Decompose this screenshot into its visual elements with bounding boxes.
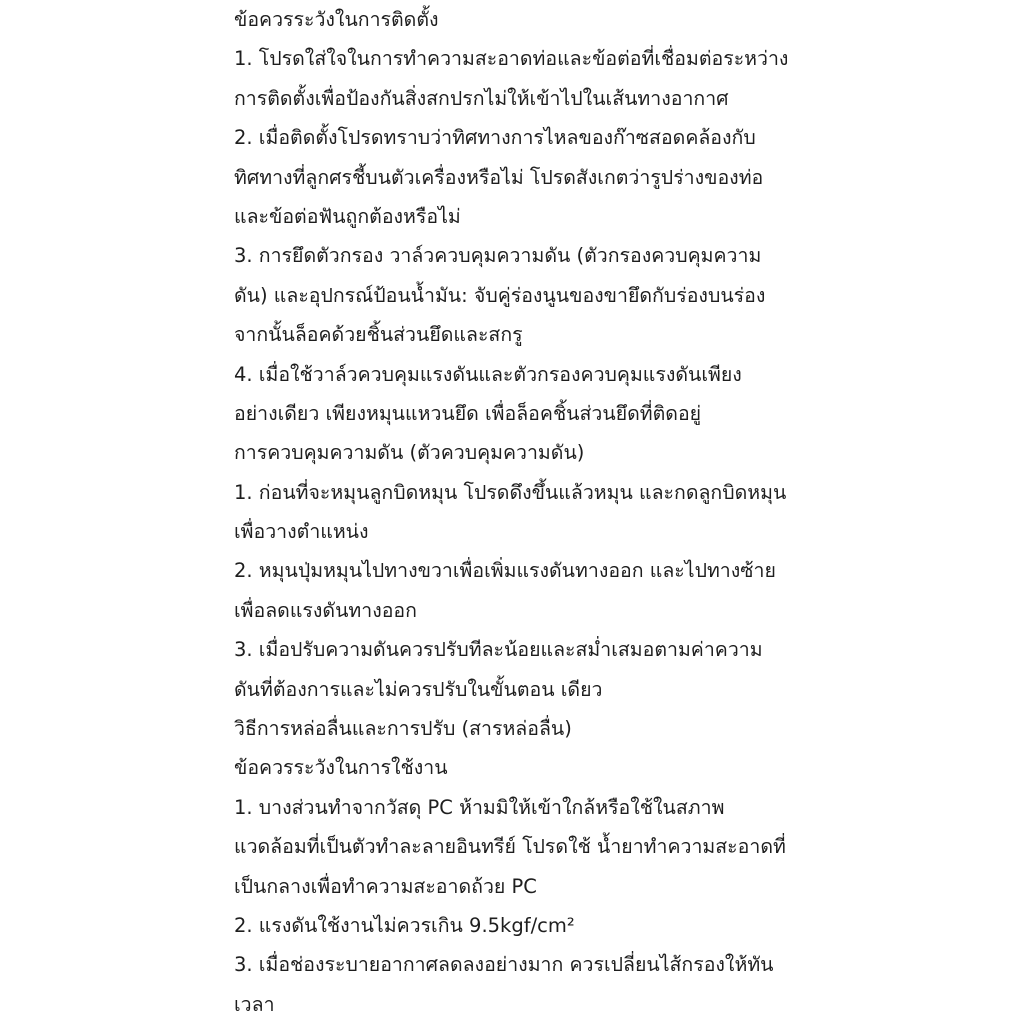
text-line: 3. เมื่อช่องระบายอากาศลดลงอย่างมาก ควรเปลี่ยนไส้กรองให้ทัน (234, 953, 774, 977)
text-line: เพื่อลดแรงดันทางออก (234, 598, 417, 622)
text-line: และข้อต่อฟันถูกต้องหรือไม่ (234, 204, 461, 228)
text-line: ดันที่ต้องการและไม่ควรปรับในขั้นตอน เดียว (234, 677, 603, 701)
text-line: 3. การยึดตัวกรอง วาล์วควบคุมความดัน (ตัวกรองควบคุมความ (234, 244, 762, 268)
text-line: แวดล้อมที่เป็นตัวทำละลายอินทรีย์ โปรดใช้ น้ำยาทำความสะอาดที่ (234, 835, 786, 859)
heading-lubrication-method: วิธีการหล่อลื่นและการปรับ (สารหล่อลื่น) (234, 717, 572, 741)
text-line: เพื่อวางตำแหน่ง (234, 520, 369, 544)
text-line: เป็นกลางเพื่อทำความสะอาดถ้วย PC (234, 874, 537, 898)
text-line: การติดตั้งเพื่อป้องกันสิ่งสกปรกไม่ให้เข้าไปในเส้นทางอากาศ (234, 86, 729, 110)
heading-usage-precautions: ข้อควรระวังในการใช้งาน (234, 756, 448, 780)
text-line: 4. เมื่อใช้วาล์วควบคุมแรงดันและตัวกรองควบคุมแรงดันเพียง (234, 362, 742, 386)
heading-installation-precautions: ข้อควรระวังในการติดตั้ง (234, 8, 439, 31)
document-text (234, 0, 804, 1024)
text-line: ดัน) และอุปกรณ์ป้อนน้ำมัน: จับคู่ร่องนูนของขายึดกับร่องบนร่อง (234, 283, 766, 307)
heading-pressure-control: การควบคุมความดัน (ตัวควบคุมความดัน) (234, 441, 585, 465)
text-line: อย่างเดียว เพียงหมุนแหวนยึด เพื่อล็อคชิ้นส่วนยึดที่ติดอยู่ (234, 401, 702, 425)
text-line: 2. เมื่อติดตั้งโปรดทราบว่าทิศทางการไหลของก๊าซสอดคล้องกับ (234, 126, 756, 150)
text-line: 1. ก่อนที่จะหมุนลูกบิดหมุน โปรดดึงขึ้นแล้วหมุน และกดลูกบิดหมุน (234, 480, 787, 504)
text-line: ทิศทางที่ลูกศรชี้บนตัวเครื่องหรือไม่ โปรดสังเกตว่ารูปร่างของท่อ (234, 165, 764, 189)
text-line: จากนั้นล็อคด้วยชิ้นส่วนยึดและสกรู (234, 323, 523, 347)
text-line: 1. บางส่วนทำจากวัสดุ PC ห้ามมิให้เข้าใกล้หรือใช้ในสภาพ (234, 795, 725, 819)
text-line: 3. เมื่อปรับความดันควรปรับทีละน้อยและสม่ำเสมอตามค่าความ (234, 638, 763, 662)
text-line: 2. หมุนปุ่มหมุนไปทางขวาเพื่อเพิ่มแรงดันทางออก และไปทางซ้าย (234, 559, 776, 583)
text-line: 1. โปรดใส่ใจในการทำความสะอาดท่อและข้อต่อที่เชื่อมต่อระหว่าง (234, 47, 789, 71)
text-line: เวลา (234, 992, 275, 1016)
text-line: 2. แรงดันใช้งานไม่ควรเกิน 9.5kgf/cm² (234, 913, 575, 937)
